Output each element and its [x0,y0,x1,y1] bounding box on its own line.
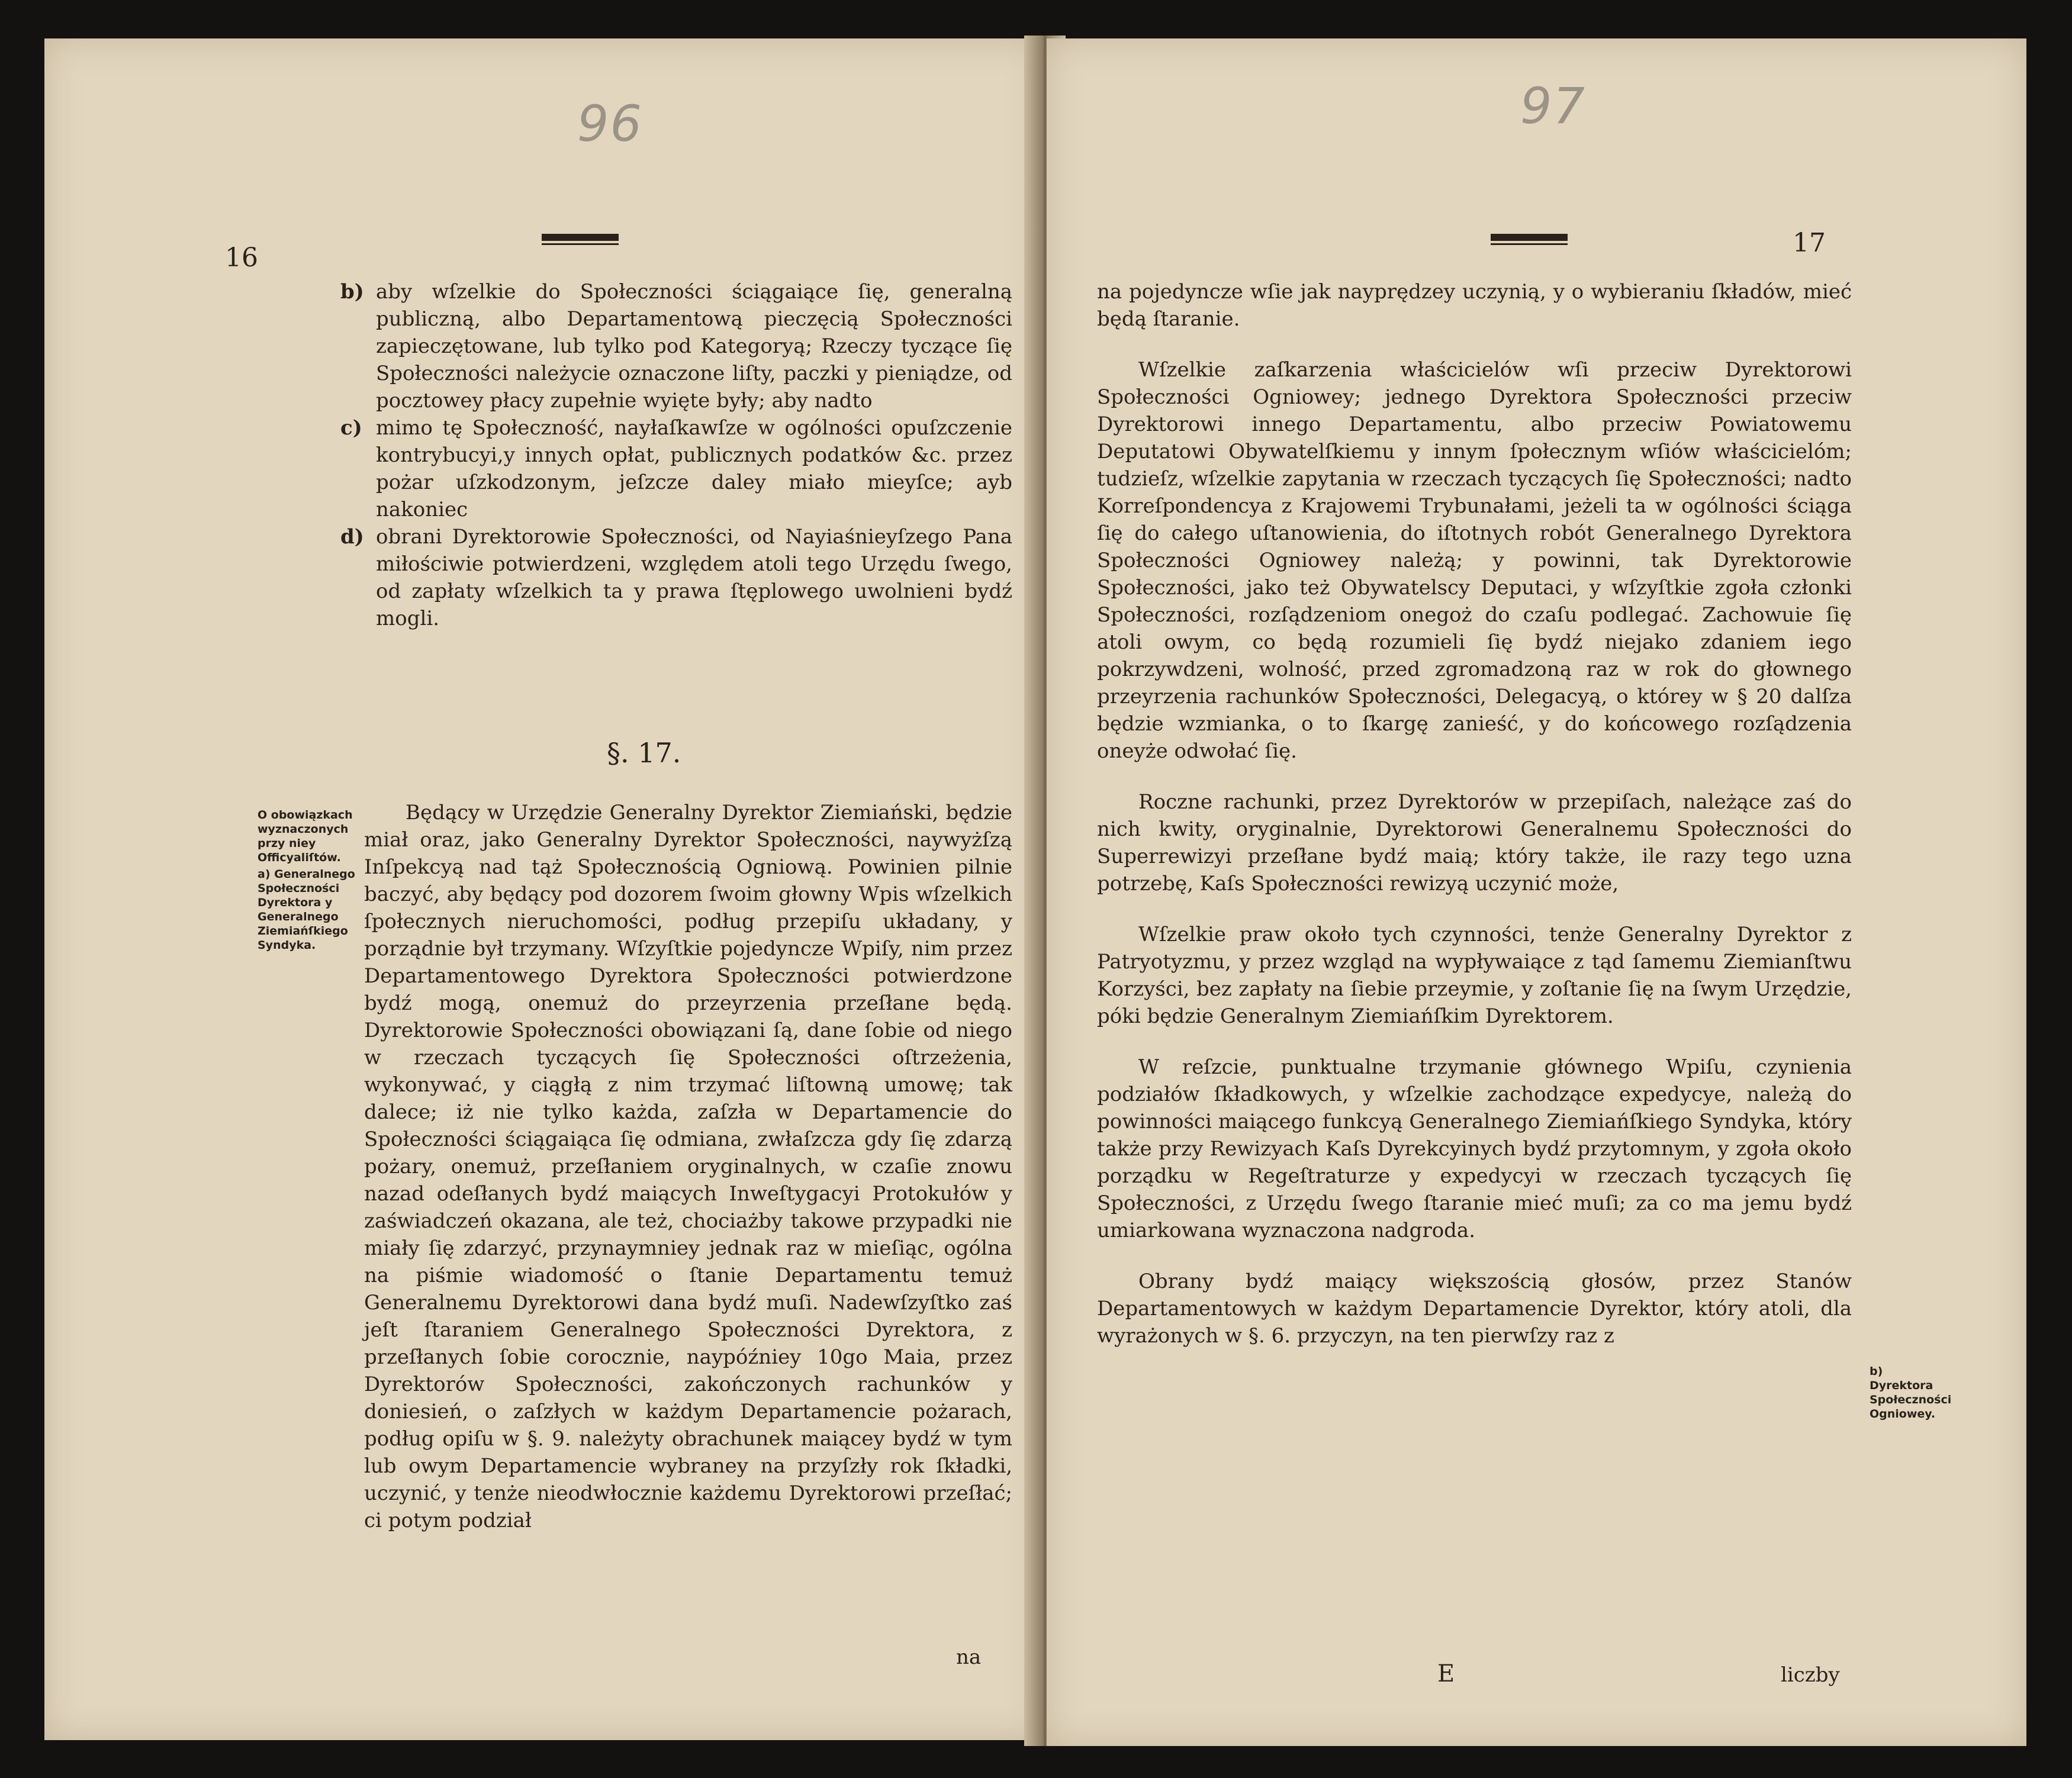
section-body [364,799,1012,1534]
body-paragraph: Obrany bydź maiący większością głosów, przez Stanów Departamentowych w każdym Departamencie Dyrektor, który atoli, dla wyrażonych w §. 6. przyczyn, na ten pierwſzy raz z [1097,1270,1852,1348]
body-paragraph: Wſzelkie praw około tych czynności, tenże Generalny Dyrektor z Patryotyzmu, y przez wzgląd na wypływaiące z tąd ſamemu Ziemianſtwu Korzyści, bez zapłaty na ſiebie przeymie, y zoſtanie ſię na ſwym Urzędzie, póki będzie Generalnym Ziemiańſkim Dyrektorem. [1097,923,1852,1028]
body-paragraph: Roczne rachunki, przez Dyrektorów w przepiſach, należące zaś do nich kwity, oryginalnie, Dyrektorowi Generalnemu Społeczności do Superrewizyi przeſłane bydź maią; który także, ile razy tego uzna potrzebę, Kaſs Społeczności rewizyą uczynić może, [1097,790,1852,896]
margin-notes-left [258,808,361,955]
right-page [1047,38,2026,1746]
header-rule-right [1491,234,1568,241]
catchword-right: liczby [1781,1663,1840,1687]
signature-mark: E [1437,1660,1455,1687]
body-paragraph: Będący w Urzędzie Generalny Dyrektor Ziemiański, będzie miał oraz, jako Generalny Dyrektor Społeczności, naywyżſzą Inſpekcyą nad tąż Społecznością Ogniową. Powinien pilnie baczyć, aby będący pod dozorem ſwoim głowny Wpis wſzelkich ſpołecznych nieruchomości, podług przepiſu układany, y porządnie był trzymany. Wſzyſtkie pojedyncze Wpiſy, nim przez Departamentowego Dyrektora Społeczności potwierdzone bydź mogą, onemuż do przeyrzenia przeſłane będą. Dyrektorowie Społeczności obowiązani ſą, dane ſobie od niego w rzeczach tyczących ſię Społeczności oſtrzeżenia, wykonywać, y ciągłą z nim trzymać liſtowną umowę; tak dalece; iż nie tylko każda, zaſzła w Departamencie do Społeczności ściągaiąca ſię odmiana, zwłaſzcza gdy ſię zdarzą pożary, onemuż, przeſłaniem oryginalnych, w czaſie znowu nazad odeſłanych bydź maiących Inweſtygacyi Protokułów y zaświadczeń okazana, ale też, chociażby takowe przypadki nie miały ſię zdarzyć, przynaymniey jednak raz w mieſiąc, ogólna na piśmie wiadomość o ſtanie Departamentu temuż Generalnemu Dyrektorowi dana bydź muſi. Nadewſzyſtko zaś jeſt ſtaraniem Generalnego Społeczności Dyrektora, z przeſłanych ſobie corocznie, naypóźniey 10go Maia, przez Dyrektorów Społeczności, zakończonych rachunków y doniesień, o zaſzłych w każdym Departamencie pożarach, podług opiſu w §. 9. należyty obrachunek maiącey bydź w tym lub owym Departamencie wybraney na przyſzły rok ſkładki, uczynić, y tenże nieodwłocznie każdemu Dyrektorowi przeſłać; ci potym podział [364,801,1012,1532]
list-label: b) [340,280,364,304]
list-item-d [340,523,1012,632]
list-continuation [340,278,1012,632]
header-rule-left [542,234,619,241]
body-paragraph: W reſzcie, punktualne trzymanie głównego Wpiſu, czynienia podziałów ſkładkowych, y wſzelkie zachodzące expedycye, należą do powinności maiącego funkcyą Generalnego Ziemiańſkiego Syndyka, który także przy Rewizyach Kaſs Dyrekcyinych bydź przytomnym, y zgoła około porządku w Regeſtraturze y expedycyi w rzeczach tyczących ſię Społeczności, z Urzędu ſwego ſtaranie mieć muſi; za co ma jemu bydź umiarkowana wyznaczona nadgroda. [1097,1055,1852,1242]
body-paragraph: na pojedyncze wſie jak nayprędzey uczynią, y o wybieraniu ſkładów, mieć będą ſtaranie. [1097,280,1852,331]
catchword-left: na [956,1645,982,1669]
margin-note: a) Generalnego Społeczności Dyrektora y Generalnego Ziemiańſkiego Syndyka. [258,868,355,952]
list-text: aby wſzelkie do Społeczności ściągaiące ſię, generalną publiczną, albo Departamentową pieczęcią Społeczności zapieczętowane, lub tylko pod Kategoryą; Rzeczy tyczące ſię Społeczności należycie oznaczone liſty, paczki y pieniądze, od pocztowey płacy zupełnie wyięte były; aby nadto [376,280,1012,413]
list-text: obrani Dyrektorowie Społeczności, od Nayiaśnieyſzego Pana miłościwie potwierdzeni, względem atoli tego Urzędu ſwego, od zapłaty wſzelkich ta y prawa ſtęplowego uwolnieni bydź mogli. [376,525,1012,630]
list-item-c [340,414,1012,523]
page-number-left: 16 [225,243,258,273]
pencil-folio-left: 96 [577,95,643,153]
list-text: mimo tę Społeczność, nayłaſkawſze w ogólności opuſzczenie kontrybucyi,y innych opłat, publicznych podatków &c. przez pożar uſzkodzonym, jeſzcze daley miało mieyſce; ayb nakoniec [376,416,1012,521]
pencil-folio-right: 97 [1520,77,1586,135]
page-number-right: 17 [1793,228,1826,258]
body-paragraph: Wſzelkie zaſkarzenia właścicielów wſi przeciw Dyrektorowi Społeczności Ogniowey; jednego Dyrektora Społeczności przeciw Dyrektorowi innego Departamentu, albo przeciw Powiatowemu Deputatowi Obywatelſkiemu y innym ſpołecznym wſiów właścicielóm; tudzieſz, wſzelkie zapytania w rzeczach tyczących ſię Społeczności; nadto Korreſpondencya z Krajowemi Trybunałami, jeżeli ta w ogólności ściąga ſię do całego uſtanowienia, do iſtotnych robót Generalnego Dyrektora Społeczności Ogniowey należą; y powinni, tak Dyrektorowie Społeczności, jako też Obywatelscy Deputaci, y wſzyſtkie zgoła członki Społeczności, rozſądzeniom onegoż do czaſu podlegać. Zachowuie ſię atoli owym, co będą rozumieli ſię bydź niejako zdaniem iego pokrzywdzeni, wolność, przed zgromadzoną raz w rok do głownego przeyrzenia rachunków Społeczności, Delegacyą, o którey w § 20 dalſza będzie wzmianka, o to ſkargę zanieść, y do końcowego rozſądzenia oneyże odwołać ſię. [1097,358,1852,763]
left-page [44,38,1042,1740]
section-heading: §. 17. [607,737,681,769]
margin-notes-right [1870,1364,1952,1423]
margin-note: O obowiązkach wyznaczonych przy niey Officyaliſtów. [258,809,353,864]
margin-note: b) Dyrektora Społeczności Ogniowey. [1870,1365,1952,1421]
right-body [1097,278,1852,1349]
list-label: c) [340,416,362,440]
list-label: d) [340,525,364,549]
list-item-b [340,278,1012,414]
